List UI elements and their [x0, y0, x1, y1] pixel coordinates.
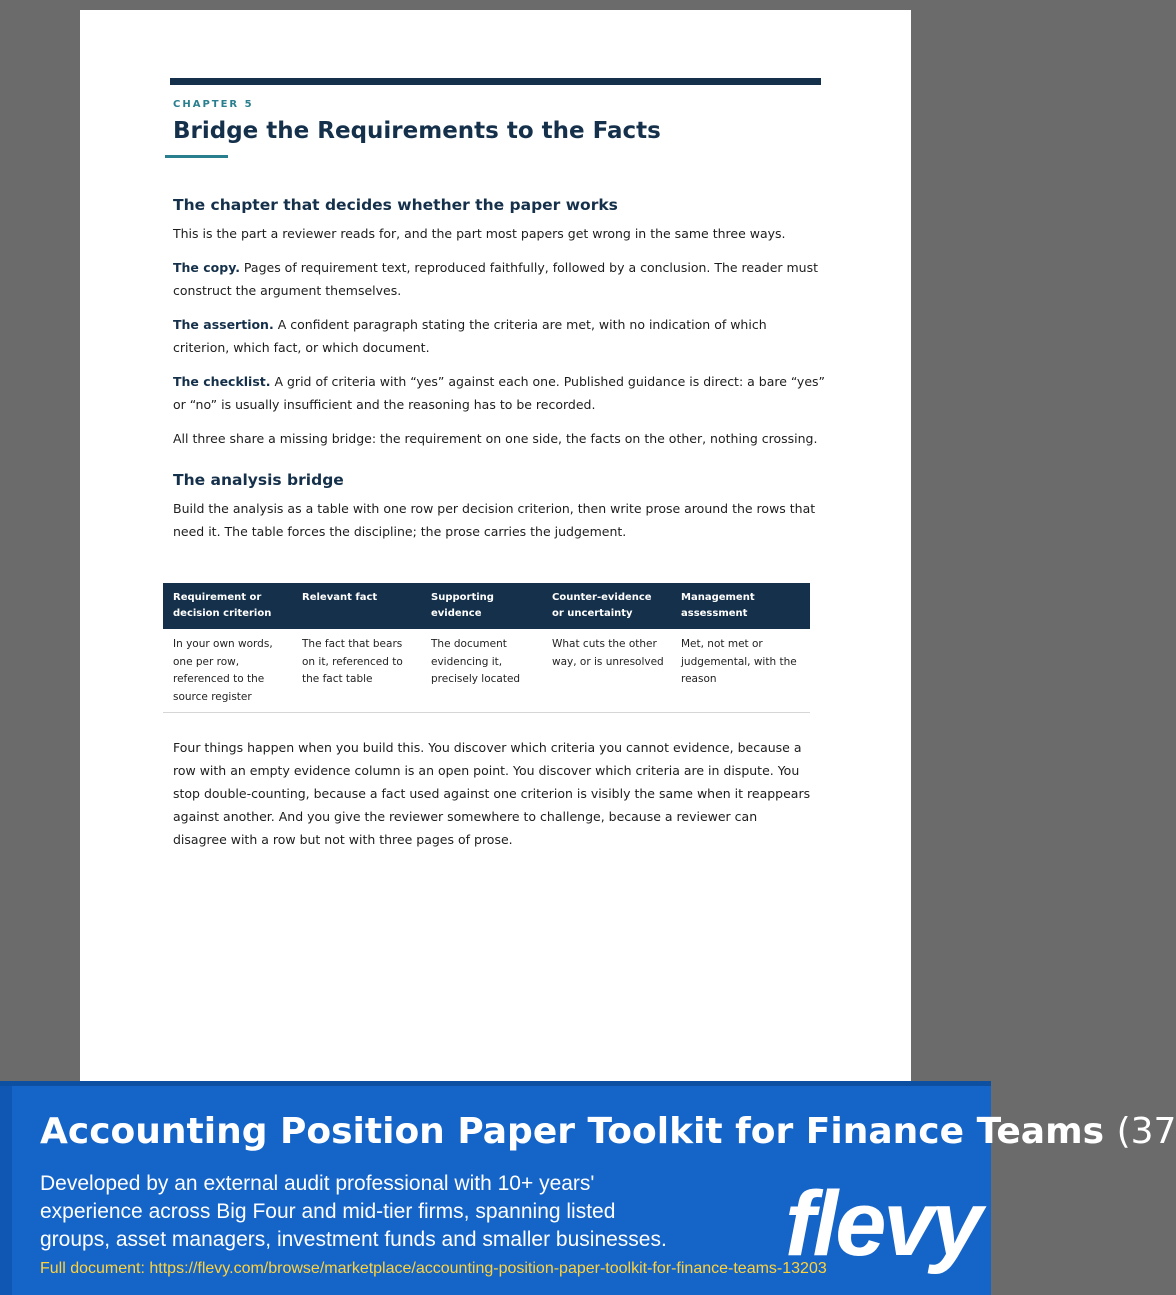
banner-description: Developed by an external audit professional with 10+ years' experience across Big Four and mid-tier firms, spanning listed groups, asset managers, investment funds and smaller businesses. — [40, 1172, 667, 1251]
after-table-text — [173, 736, 813, 862]
failure-mode-text: A grid of criteria with “yes” against each one. Published guidance is direct: a bare “yes” or “no” is usually insufficient and the reasoning has to be recorded. — [173, 374, 826, 412]
table-header-cell: Management assessment — [671, 583, 810, 629]
table-header-cell: Supporting evidence — [421, 583, 542, 629]
banner-accent — [0, 1086, 12, 1295]
banner-title — [40, 1111, 1176, 1152]
failure-mode-checklist — [173, 370, 825, 416]
table-cell: The document evidencing it, precisely located — [421, 629, 542, 713]
failure-mode-copy — [173, 256, 825, 302]
failure-mode-lead: The assertion. — [173, 317, 274, 332]
section-closing: All three share a missing bridge: the requirement on one side, the facts on the other, nothing crossing. — [173, 431, 818, 446]
failure-mode-text: A confident paragraph stating the criteria are met, with no indication of which criterion, which fact, or which document. — [173, 317, 767, 355]
analysis-bridge-table — [163, 583, 810, 713]
table-cell: In your own words, one per row, referenced to the source register — [163, 629, 292, 713]
failure-mode-lead: The copy. — [173, 260, 240, 275]
after-table-paragraph: Four things happen when you build this. You discover which criteria you cannot evidence, because a row with an empty evidence column is an open point. You discover which criteria are in dispute. You stop double-counting, because a fact used against one criterion is visibly the same when it reappears against another. And you give the reviewer somewhere to challenge, because a reviewer can disagree with a row but not with three pages of prose. — [173, 740, 811, 847]
document-page — [80, 10, 911, 1085]
promo-banner — [0, 1081, 1176, 1295]
table-header-cell: Counter-evidence or uncertainty — [542, 583, 671, 629]
chapter-body — [173, 196, 825, 554]
title-underline — [165, 155, 228, 158]
flevy-logo: flevy — [785, 1173, 980, 1275]
table-header-cell: Requirement or decision criterion — [163, 583, 292, 629]
section-intro: This is the part a reviewer reads for, and the part most papers get wrong in the same three ways. — [173, 226, 786, 241]
banner-page-count: (37 — [1116, 1111, 1176, 1152]
table-row — [163, 629, 810, 713]
table-header-row — [163, 583, 810, 629]
table-cell: Met, not met or judgemental, with the reason — [671, 629, 810, 713]
banner-title-text: Accounting Position Paper Toolkit for Finance Teams — [40, 1111, 1105, 1152]
chapter-title: Bridge the Requirements to the Facts — [173, 118, 661, 144]
table-cell: The fact that bears on it, referenced to the fact table — [292, 629, 421, 713]
table-header-cell: Relevant fact — [292, 583, 421, 629]
failure-mode-assertion — [173, 313, 825, 359]
top-rule — [170, 78, 821, 85]
chapter-label: CHAPTER 5 — [173, 99, 254, 110]
table-cell: What cuts the other way, or is unresolved — [542, 629, 671, 713]
full-document-link[interactable]: Full document: https://flevy.com/browse/marketplace/accounting-position-paper-toolkit-for-finance-teams-13203 — [40, 1260, 827, 1277]
section-heading: The chapter that decides whether the paper works — [173, 196, 618, 214]
failure-mode-text: Pages of requirement text, reproduced faithfully, followed by a conclusion. The reader must construct the argument themselves. — [173, 260, 819, 298]
section-heading: The analysis bridge — [173, 471, 344, 489]
section-intro: Build the analysis as a table with one row per decision criterion, then write prose around the rows that need it. The table forces the discipline; the prose carries the judgement. — [173, 501, 816, 539]
failure-mode-lead: The checklist. — [173, 374, 271, 389]
